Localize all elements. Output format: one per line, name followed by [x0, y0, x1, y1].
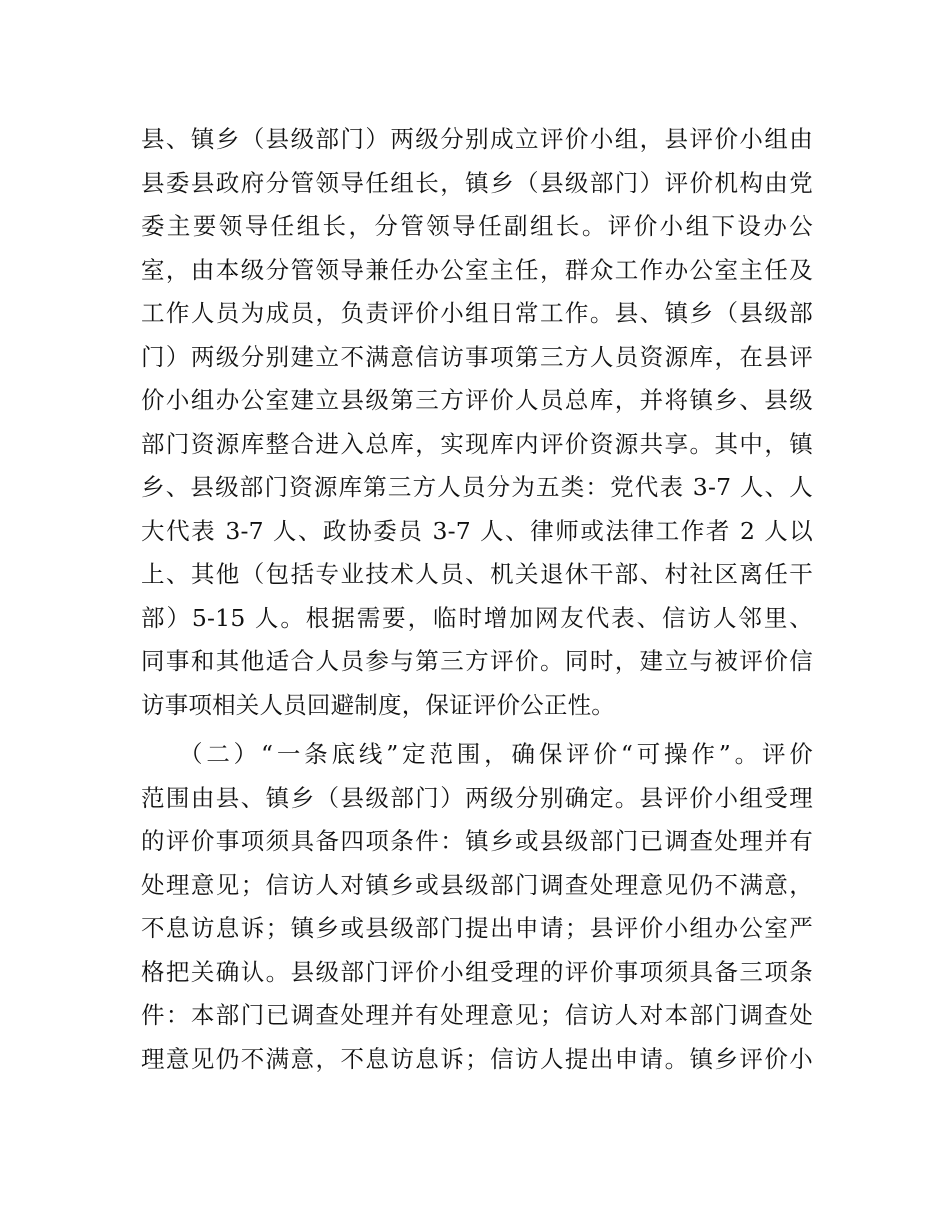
text-line: 部）5-15 人。根据需要，临时增加网友代表、信访人邻里、: [141, 603, 813, 632]
body-paragraph-1: [141, 118, 813, 727]
text-line: 不息访息诉；镇乡或县级部门提出申请；县评价小组办公室严: [141, 914, 813, 942]
text-line: 县委县政府分管领导任组长，镇乡（县级部门）评价机构由党: [141, 168, 813, 197]
text-line: 同事和其他适合人员参与第三方评价。同时，建立与被评价信: [141, 647, 813, 675]
text-line: 范围由县、镇乡（县级部门）两级分别确定。县评价小组受理: [141, 783, 813, 812]
text-line: 处理意见；信访人对镇乡或县级部门调查处理意见仍不满意，: [141, 870, 813, 899]
text-line: 上、其他（包括专业技术人员、机关退休干部、村社区离任干: [141, 560, 813, 588]
text-line: 乡、县级部门资源库第三方人员分为五类：党代表 3-7 人、人: [141, 473, 813, 501]
text-line: 部门资源库整合进入总库，实现库内评价资源共享。其中，镇: [141, 429, 813, 458]
text-line: 理意见仍不满意，不息访息诉；信访人提出申请。镇乡评价小: [141, 1044, 813, 1073]
text-line: 工作人员为成员，负责评价小组日常工作。县、镇乡（县级部: [141, 299, 813, 327]
text-line: 件：本部门已调查处理并有处理意见；信访人对本部门调查处: [141, 1001, 813, 1029]
text-line: 委主要领导任组长，分管领导任副组长。评价小组下设办公: [141, 212, 813, 240]
text-line: 门）两级分别建立不满意信访事项第三方人员资源库，在县评: [141, 342, 813, 371]
section-heading-line: （二）“一条底线”定范围，确保评价“可操作”。评价: [179, 740, 813, 768]
text-line: 室，由本级分管领导兼任办公室主任，群众工作办公室主任及: [141, 255, 813, 284]
text-line: 访事项相关人员回避制度，保证评价公正性。: [141, 690, 615, 719]
text-line: 大代表 3-7 人、政协委员 3-7 人、律师或法律工作者 2 人以: [141, 516, 813, 545]
text-line: 格把关确认。县级部门评价小组受理的评价事项须具备三项条: [141, 957, 813, 986]
text-line: 价小组办公室建立县级第三方评价人员总库，并将镇乡、县级: [141, 386, 813, 414]
body-paragraph-2: [141, 733, 813, 1081]
text-line: 县、镇乡（县级部门）两级分别成立评价小组，县评价小组由: [141, 125, 813, 153]
text-line: 的评价事项须具备四项条件：镇乡或县级部门已调查处理并有: [141, 827, 813, 855]
